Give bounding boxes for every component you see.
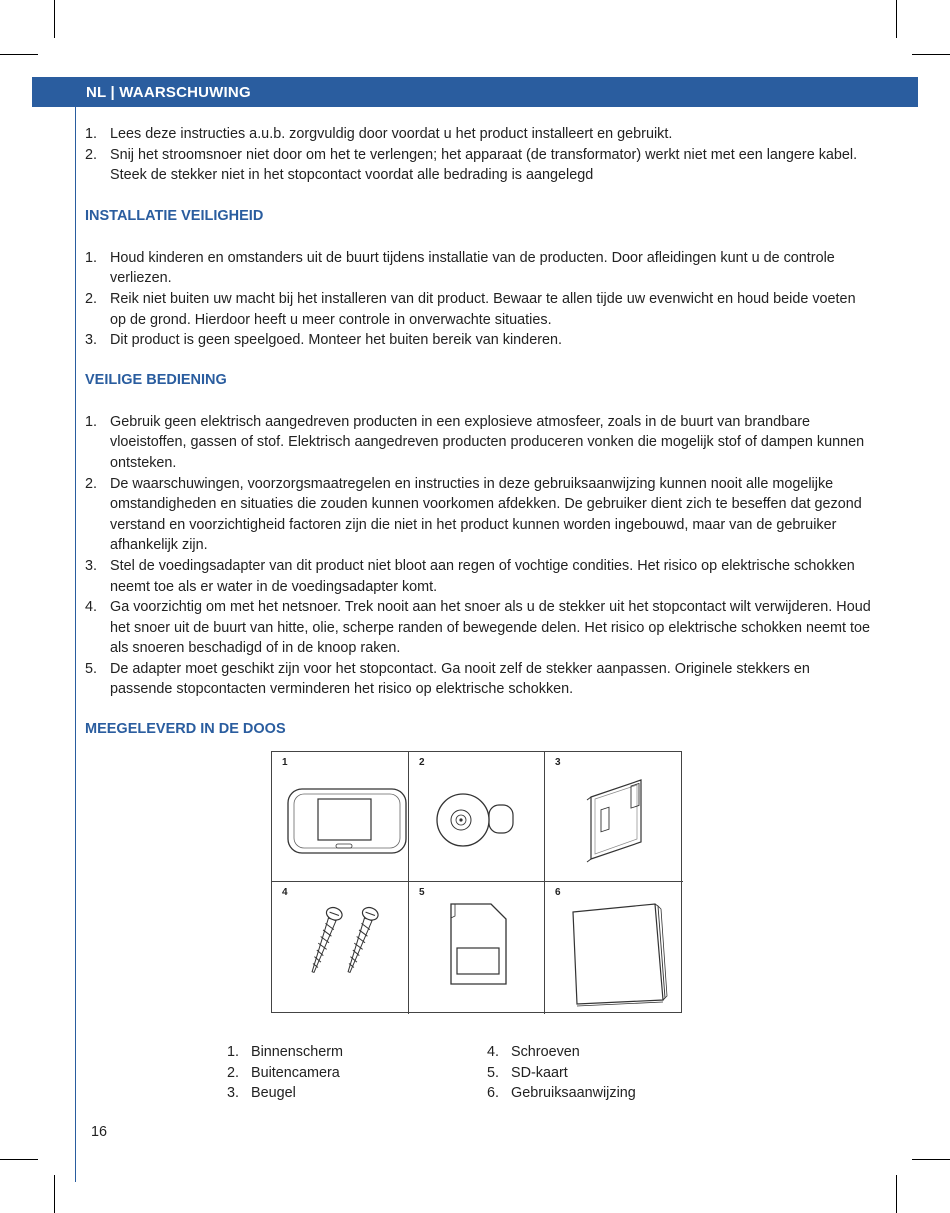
list-item: 2. Reik niet buiten uw macht bij het installeren van dit product. Bewaar te allen tijde uw evenwicht en houd beide voeten op de grond. Hierdoor heeft u meer controle in onverwachte situaties. xyxy=(85,290,856,328)
list-item: 1. Binnenscherm xyxy=(227,1044,343,1060)
margin-line xyxy=(75,107,76,1182)
outdoor-camera-icon xyxy=(409,752,545,882)
box-item-cell: 4 xyxy=(272,882,409,1014)
list-item: 1. Lees deze instructies a.u.b. zorgvuldig door voordat u het product installeert en gebruikt. xyxy=(85,126,673,142)
screws-icon xyxy=(272,882,409,1014)
crop-mark xyxy=(896,1175,897,1213)
crop-mark xyxy=(912,1159,950,1160)
box-item-cell: 2 xyxy=(409,752,545,882)
crop-mark xyxy=(0,54,38,55)
installatie-list xyxy=(85,248,875,351)
bediening-list xyxy=(85,412,875,700)
list-item: 3. Stel de voedingsadapter van dit product niet bloot aan regen of vochtige condities. Het risico op elektrische schokken neemt toe als er water in de voedingsadapter komt. xyxy=(85,557,855,595)
crop-mark xyxy=(54,1175,55,1213)
bracket-icon xyxy=(545,752,683,882)
box-item-cell: 3 xyxy=(545,752,683,882)
list-item: 2. De waarschuwingen, voorzorgsmaatregelen en instructies in deze gebruiksaanwijzing kunnen nooit alle mogelijke omstandigheden en situaties die zouden kunnen voorkomen afdekken. De gebruiker dient zich te beseffen dat gezond verstand en voorzichtigheid factoren zijn die niet in het product kunnen worden ingebouwd, maar van de gebruiker afhankelijk zijn. xyxy=(85,475,862,554)
list-item: 4. Schroeven xyxy=(487,1044,580,1060)
box-contents-grid xyxy=(271,751,682,1013)
sd-card-icon xyxy=(409,882,545,1014)
warnings-list xyxy=(85,124,875,186)
list-item: 5. De adapter moet geschikt zijn voor het stopcontact. Ga nooit zelf de stekker aanpassen. Originele stekkers en passende stopcontacten verminderen het risico op elektrische schokken. xyxy=(85,660,810,698)
list-item: 2. Buitencamera xyxy=(227,1064,340,1081)
box-item-cell: 5 xyxy=(409,882,545,1014)
section-banner xyxy=(32,77,918,107)
box-legend-left xyxy=(227,1042,343,1104)
box-item-cell: 6 xyxy=(545,882,683,1014)
list-item: 2. Snij het stroomsnoer niet door om het te verlengen; het apparaat (de transformator) werkt niet met een langere kabel. Steek de stekker niet in het stopcontact voordat alle bedrading is aangelegd xyxy=(85,146,858,184)
list-item: 1. Houd kinderen en omstanders uit de buurt tijdens installatie van de producten. Door afleidingen kunt u de controle verliezen. xyxy=(85,249,835,287)
crop-mark xyxy=(0,1159,38,1160)
indoor-screen-icon xyxy=(272,752,409,882)
list-item: 3. Dit product is geen speelgoed. Monteer het buiten bereik van kinderen. xyxy=(85,332,562,349)
box-legend-right xyxy=(487,1042,636,1104)
list-item: 1. Gebruik geen elektrisch aangedreven producten in een explosieve atmosfeer, zoals in de buurt van brandbare vloeistoffen, gassen of stof. Elektrisch aangedreven producten produceren vonken die mogelijk stof of dampen kunnen ontsteken. xyxy=(85,413,865,471)
banner-title: NL | WAARSCHUWING xyxy=(86,84,251,101)
page-content xyxy=(85,124,875,737)
page-number: 16 xyxy=(91,1124,108,1140)
section-heading: INSTALLATIE VEILIGHEID xyxy=(85,207,264,224)
crop-mark xyxy=(896,0,897,38)
crop-mark xyxy=(54,0,55,38)
list-item: 5. SD-kaart xyxy=(487,1064,568,1081)
manual-icon xyxy=(545,882,683,1014)
section-heading: VEILIGE BEDIENING xyxy=(85,371,227,388)
list-item: 6. Gebruiksaanwijzing xyxy=(487,1085,636,1102)
list-item: 4. Ga voorzichtig om met het netsnoer. Trek nooit aan het snoer als u de stekker uit het stopcontact wilt verwijderen. Houd het snoer uit de buurt van hitte, olie, scherpe randen of bewegende delen. Het risico op elektrische schokken neemt toe als snoeren beschadigd of in de knoop raken. xyxy=(85,599,871,657)
crop-mark xyxy=(912,54,950,55)
box-item-cell: 1 xyxy=(272,752,409,882)
list-item: 3. Beugel xyxy=(227,1085,296,1102)
section-heading: MEEGELEVERD IN DE DOOS xyxy=(85,721,286,738)
